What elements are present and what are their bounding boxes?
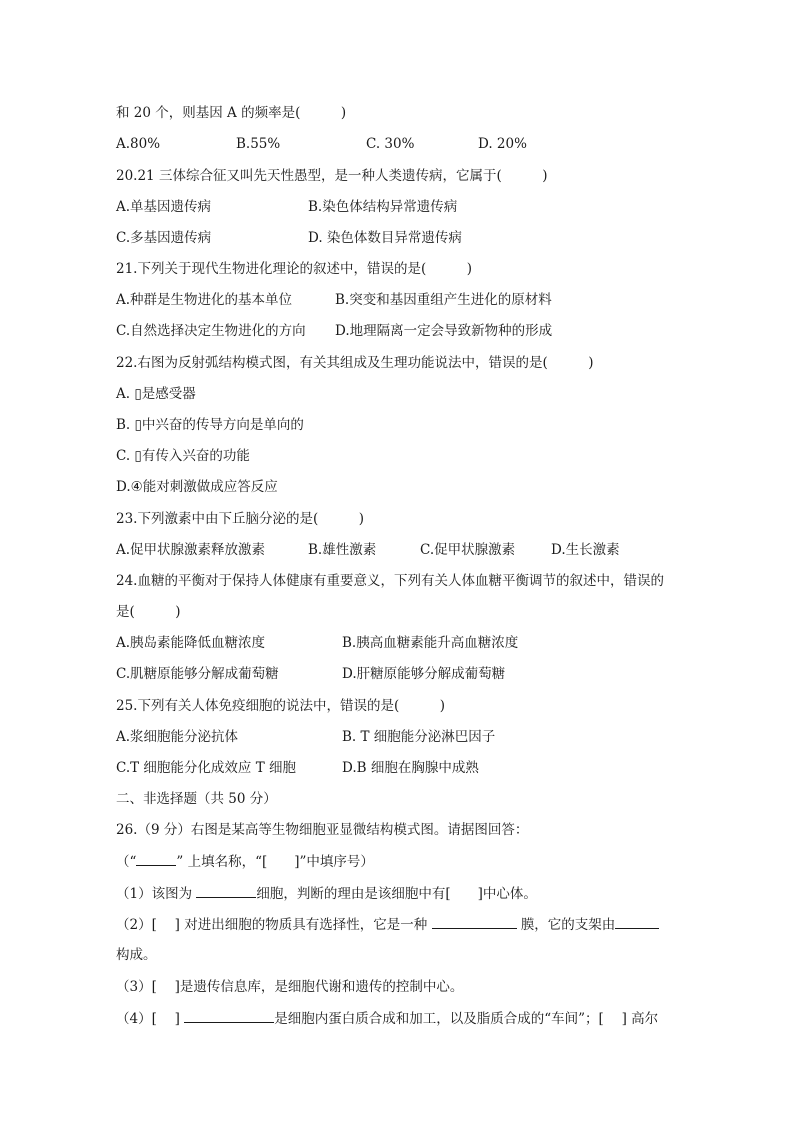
q26-2-text-b: 膜，它的支架由 <box>520 917 616 933</box>
q20-stem: 20.21 三体综合征又叫先天性愚型，是一种人类遗传病，它属于( ) <box>116 168 548 184</box>
q25-option-d: D.B 细胞在胸腺中成熟 <box>342 760 479 776</box>
q26-4-answer-blank[interactable] <box>184 1008 274 1023</box>
q26-part-4 <box>116 1008 658 1029</box>
q22-option-d: D.④能对刺激做成应答反应 <box>116 479 278 495</box>
q19-option-a: A.80% <box>116 136 161 152</box>
q19-option-b: B.55% <box>236 136 281 152</box>
q26-instructions <box>116 851 374 872</box>
q26-part-1 <box>116 883 537 904</box>
q24-stem: 24.血糖的平衡对于保持人体健康有重要意义，下列有关人体血糖平衡调节的叙述中，错误的 <box>116 573 664 589</box>
q20-option-d: D. 染色体数目异常遗传病 <box>308 230 462 246</box>
q23-option-c: C.促甲状腺激素 <box>420 542 516 558</box>
q23-option-d: D.生长激素 <box>551 542 620 558</box>
q24-stem-tail: 是( ) <box>116 604 181 620</box>
q21-stem: 21.下列关于现代生物进化理论的叙述中，错误的是( ) <box>116 261 473 277</box>
q24-option-a: A.胰岛素能降低血糖浓度 <box>116 635 266 651</box>
q23-option-a: A.促甲状腺激素释放激素 <box>116 542 266 558</box>
q24-option-d: D.肝糖原能够分解成葡萄糖 <box>342 666 506 682</box>
q26-instructions-pre: （“ <box>116 854 137 870</box>
q19-stem-tail: 和 20 个，则基因 A 的频率是( ) <box>116 105 347 121</box>
q26-part-2 <box>116 914 659 935</box>
section-heading: 二、非选择题（共 50 分） <box>116 791 277 807</box>
q21-option-d: D.地理隔离一定会导致新物种的形成 <box>335 323 553 339</box>
q25-stem: 25.下列有关人体免疫细胞的说法中，错误的是( ) <box>116 698 446 714</box>
q26-2-text-a: （2）[ ] 对进出细胞的物质具有选择性，它是一种 <box>116 917 428 933</box>
q22-stem: 22.右图为反射弧结构模式图，有关其组成及生理功能说法中，错误的是( ) <box>116 355 594 371</box>
name-blank-sample <box>136 851 176 866</box>
q20-option-b: B.染色体结构异常遗传病 <box>308 199 458 215</box>
q24-option-b: B.胰高血糖素能升高血糖浓度 <box>342 635 519 651</box>
q26-instructions-post: ” 上填名称，“[ ]”中填序号） <box>176 854 374 870</box>
q23-option-b: B.雄性激素 <box>308 542 377 558</box>
q26-stem: 26.（9 分）右图是某高等生物细胞亚显微结构模式图。请据图回答： <box>116 822 529 838</box>
q20-option-c: C.多基因遗传病 <box>116 230 212 246</box>
q26-1-text-b: 细胞，判断的理由是该细胞中有[ ]中心体。 <box>256 886 537 902</box>
q26-4-text-b: 是细胞内蛋白质合成和加工，以及脂质合成的“车间”；[ ] 高尔 <box>274 1011 659 1027</box>
q19-option-d: D. 20% <box>478 136 527 152</box>
q25-option-c: C.T 细胞能分化成效应 T 细胞 <box>116 760 297 776</box>
q26-2-answer-blank-1[interactable] <box>432 914 517 929</box>
q26-2-answer-blank-2[interactable] <box>615 914 659 929</box>
q19-option-c: C. 30% <box>366 136 415 152</box>
q26-4-text-a: （4）[ ] <box>116 1011 180 1027</box>
q26-part-3: （3）[ ]是遗传信息库，是细胞代谢和遗传的控制中心。 <box>116 979 464 995</box>
q21-option-b: B.突变和基因重组产生进化的原材料 <box>335 292 552 308</box>
q21-option-a: A.种群是生物进化的基本单位 <box>116 292 293 308</box>
q24-option-c: C.肌糖原能够分解成葡萄糖 <box>116 666 279 682</box>
q21-option-c: C.自然选择决定生物进化的方向 <box>116 323 306 339</box>
q22-option-b: B. ▯中兴奋的传导方向是单向的 <box>116 417 304 433</box>
q20-option-a: A.单基因遗传病 <box>116 199 212 215</box>
q22-option-c: C. ▯有传入兴奋的功能 <box>116 448 250 464</box>
q22-option-a: A. ▯是感受器 <box>116 386 196 402</box>
q23-stem: 23.下列激素中由下丘脑分泌的是( ) <box>116 511 365 527</box>
q26-1-answer-blank[interactable] <box>196 883 256 898</box>
q26-part-2-tail: 构成。 <box>116 947 157 963</box>
q26-1-text-a: （1）该图为 <box>116 886 193 902</box>
q25-option-b: B. T 细胞能分泌淋巴因子 <box>342 729 496 745</box>
q25-option-a: A.浆细胞能分泌抗体 <box>116 729 239 745</box>
